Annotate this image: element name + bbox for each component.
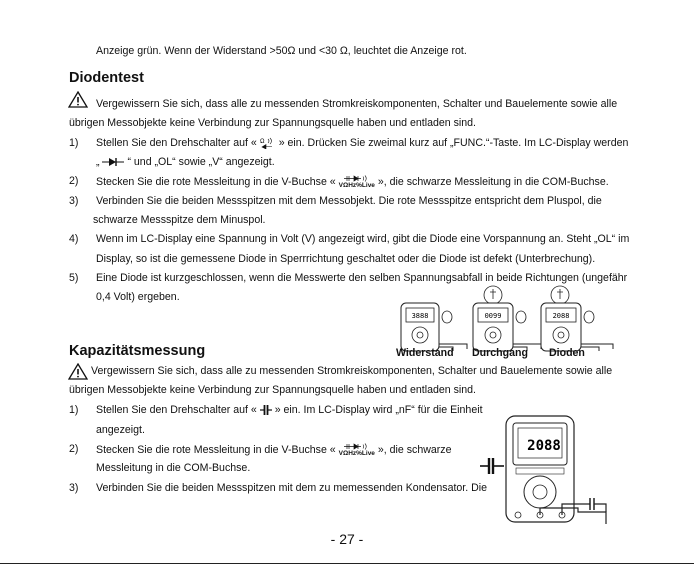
diode-step-5: Eine Diode ist kurzgeschlossen, wenn die Messwerte den selben Spannungsabfall in beide Richtungen (ungefähr (96, 272, 628, 284)
caption-durchgang: Durchgang (472, 347, 528, 359)
step-number: 3) (69, 482, 79, 494)
step-text: » ein. Drücken Sie zweimal kurz auf „FUNC.“-Taste. Im LC-Display werden (278, 137, 629, 149)
capacitor-diode-icon (339, 175, 373, 182)
meter-display: 3888 (411, 312, 429, 320)
warning-icon (68, 363, 88, 380)
diode-step-4-cont: Display, so ist die gemessene Diode in Sperrrichtung geschaltet oder die Diode ist defekt (Unterbrechung). (96, 253, 596, 265)
section-heading-capacitance: Kapazitätsmessung (69, 343, 206, 359)
diode-icon (102, 157, 124, 167)
bottom-rule (0, 563, 694, 564)
meter-display: 2088 (527, 438, 561, 454)
step-text: „ (96, 156, 100, 168)
svg-text:Ω: Ω (259, 139, 265, 146)
capacitor-diode-icon (339, 443, 373, 450)
ohm-diode-icon (260, 137, 276, 149)
cap-warning-line1: Vergewissern Sie sich, dass alle zu messenden Stromkreiskomponenten, Schalter und Bauelemente sowie alle (91, 365, 613, 377)
svg-text:2088: 2088 (552, 312, 570, 320)
step-text: Stellen Sie den Drehschalter auf « (96, 404, 257, 416)
capacitance-meter-illustration (478, 412, 613, 524)
diode-step-2 (96, 175, 609, 189)
step-text: Stellen Sie den Drehschalter auf « (96, 137, 257, 149)
step-number: 5) (69, 272, 79, 284)
page-number: - 27 - (330, 531, 364, 547)
cap-step-2 (96, 443, 451, 457)
cap-step-3: Verbinden Sie die beiden Messspitzen mit dem zu memessenden Kondensator. Die (96, 482, 488, 494)
meter-resistance (401, 303, 467, 351)
step-text: », die schwarze Messleitung in die COM-Buchse. (377, 175, 609, 188)
vbuchse-symbol (339, 443, 375, 457)
caption-widerstand: Widerstand (396, 347, 454, 359)
warning-icon (68, 91, 88, 108)
diode-step-5-cont: 0,4 Volt) ergeben. (96, 291, 180, 303)
diode-step-1 (96, 137, 628, 150)
step-text: Stecken Sie die rote Messleitung in die V-Buchse « (96, 175, 336, 188)
cap-step-1-cont: angezeigt. (96, 424, 145, 436)
step-number: 2) (69, 175, 79, 187)
diode-warning-line1: Vergewissern Sie sich, dass alle zu messenden Stromkreiskomponenten, Schalter und Bauelemente sowie alle (96, 98, 618, 110)
cap-step-2-cont: Messleitung in die COM-Buchse. (96, 462, 251, 474)
vbuchse-symbol (339, 175, 375, 189)
diode-step-4: Wenn im LC-Display eine Spannung in Volt (V) angezeigt wird, gibt die Diode eine Vorspannung an. Steht „OL“ im (96, 233, 630, 245)
capacitor-icon (260, 404, 272, 416)
diode-warning-line2: übrigen Messobjekte keine Verbindung zur Spannungsquelle haben und entladen sind. (69, 117, 476, 129)
step-number: 3) (69, 195, 79, 207)
diode-step-3: Verbinden Sie die beiden Messspitzen mit dem Messobjekt. Die rote Messspitze entspricht dem Pluspol, die (96, 195, 602, 207)
step-number: 4) (69, 233, 79, 245)
svg-text:0099: 0099 (484, 312, 502, 320)
diode-step-3-cont: schwarze Messspitze dem Minuspol. (93, 214, 266, 226)
cap-warning-line2: übrigen Messobjekte keine Verbindung zur Spannungsquelle haben und entladen sind. (69, 384, 476, 396)
step-text: » ein. Im LC-Display wird „nF“ für die Einheit (274, 404, 483, 416)
caption-dioden: Dioden (549, 347, 585, 359)
step-text: Stecken Sie die rote Messleitung in die V-Buchse « (96, 443, 336, 456)
step-number: 1) (69, 404, 79, 416)
intro-text: Anzeige grün. Wenn der Widerstand >50Ω und <30 Ω, leuchtet die Anzeige rot. (96, 45, 467, 57)
vbuchse-label: VΩHz%Live (338, 182, 375, 189)
step-number: 1) (69, 137, 79, 149)
step-text: », die schwarze (377, 443, 452, 456)
step-number: 2) (69, 443, 79, 455)
cap-step-1 (96, 404, 483, 417)
step-text: “ und „OL“ sowie „V“ angezeigt. (127, 156, 275, 168)
diode-step-1-cont (96, 156, 275, 169)
section-heading-diode: Diodentest (69, 70, 144, 86)
meter-diode (541, 286, 613, 351)
meter-illustrations (395, 283, 630, 353)
vbuchse-label: VΩHz%Live (338, 450, 375, 457)
meter-continuity (473, 286, 541, 351)
